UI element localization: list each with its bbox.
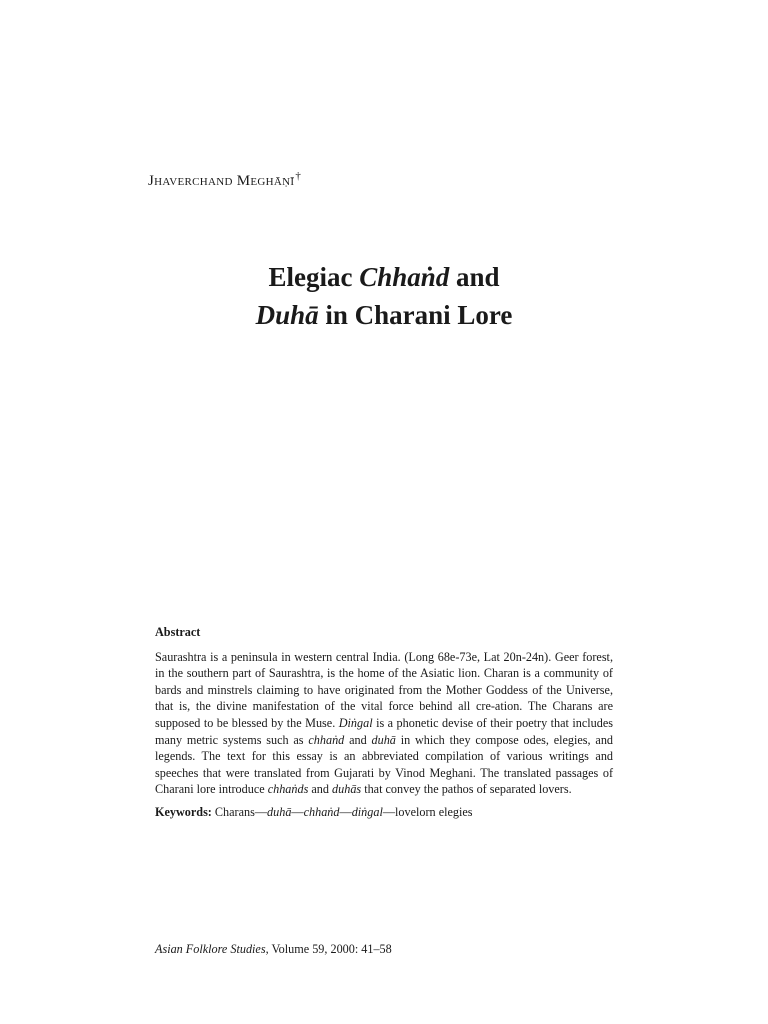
keyword-italic: diṅgal (351, 804, 383, 819)
abstract-term-italic: Diṅgal (338, 715, 373, 730)
title-line-2 (150, 296, 618, 334)
abstract-term-italic: duhās (332, 782, 362, 797)
title-line-1 (150, 258, 618, 296)
article-title (150, 258, 618, 334)
abstract-text: in which they compose odes, elegies, and legends. The text for this essay is an abbreviated compilation of various writings and speeches that were translated from Gujarati by Vinod Meghani. The translated passages of Charani lore introduce (155, 732, 614, 797)
abstract-text: and (308, 782, 333, 797)
keyword-italic: duhā (267, 804, 292, 819)
author-name-text: Jhaverchand Meghāṇī (148, 173, 295, 189)
title-text-italic: Chhaṅd (359, 262, 450, 292)
title-text-italic: Duhā (255, 300, 319, 330)
abstract-term-italic: chhaṅds (267, 782, 309, 797)
title-text-part: Elegiac (268, 262, 360, 292)
author-footnote-mark: † (295, 170, 302, 182)
abstract-term-italic: duhā (371, 732, 396, 747)
abstract-text: is a phonetic devise of their poetry that includes many metric systems such as (155, 715, 613, 747)
keyword-text: — (339, 804, 352, 819)
keyword-italic: chhaṅd (303, 804, 340, 819)
author-name (148, 170, 301, 190)
abstract-body (155, 649, 613, 798)
abstract-section (155, 624, 613, 821)
keyword-text: — (291, 804, 304, 819)
title-text-part: and (449, 262, 500, 292)
abstract-heading: Abstract (155, 625, 201, 639)
abstract-term-italic: chhaṅd (308, 732, 345, 747)
keywords-line (155, 804, 613, 821)
title-text-part: in Charani Lore (318, 300, 513, 330)
keyword-text: —lovelorn elegies (382, 804, 473, 819)
keyword-text: Charans— (214, 804, 268, 819)
abstract-text: and (344, 732, 372, 747)
journal-citation (155, 942, 392, 957)
abstract-text: Saurashtra is a peninsula in western central India. (Long 68e-73e, Lat 20n-24n). Geer forest, in the southern part of Saurashtra, is the home of the Asiatic lion. Charan is a community of bards and minstrels claiming to have originated from the Mother Goddess of the Universe, that is, the divine manifestation of the vital force behind all cre-ation. The Charans are supposed to be blessed by the Muse. (155, 649, 613, 730)
abstract-text: that convey the pathos of separated lovers. (361, 782, 572, 797)
keywords-label: Keywords: (155, 804, 212, 819)
journal-details: , Volume 59, 2000: 41–58 (265, 942, 392, 956)
journal-name: Asian Folklore Studies (155, 942, 266, 956)
